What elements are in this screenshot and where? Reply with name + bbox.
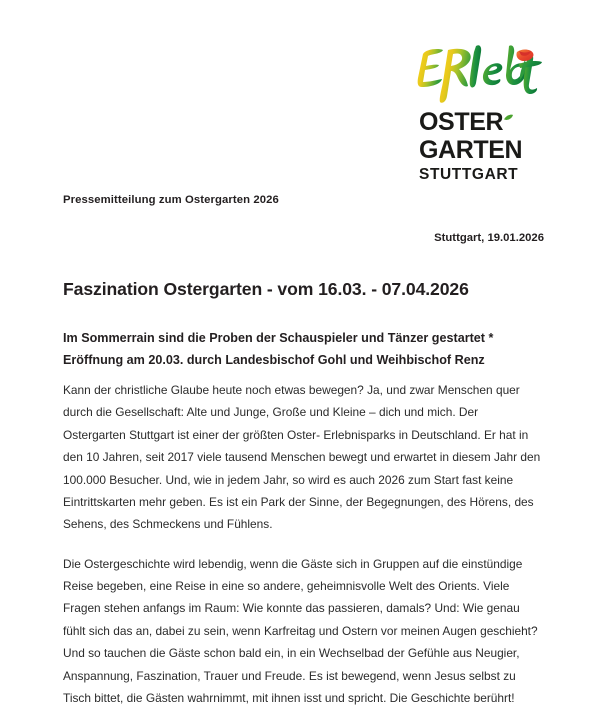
leaf-hyphen-icon bbox=[504, 103, 513, 112]
ostergarten-logo bbox=[413, 40, 543, 183]
ostergarten-wordmark bbox=[419, 110, 543, 183]
erlebt-script-logo bbox=[413, 40, 543, 106]
wordmark-garten: GARTEN bbox=[419, 136, 523, 164]
body-paragraph-1: Kann der christliche Glaube heute noch etwas bewegen? Ja, und zwar Menschen quer durch die Gesellschaft: Alte und Junge, Große und Kleine – dich und mich. Der Ostergarten Stuttgart ist einer der größten Oster- Erlebnisparks in Deutschland. Er hat in den 10 Jahren, seit 2017 viele tausend Menschen bewegt und erwartet in diesem Jahr den 100.000 Besucher. Und, wie in jedem Jahr, so wird es auch 2026 zum Start fast keine Eintrittskarten mehr geben. Es ist ein Park der Sinne, der Begegnungen, des Hörens, des Sehens, des Schmeckens und Fühlens. bbox=[63, 383, 541, 532]
dateline: Stuttgart, 19.01.2026 bbox=[434, 232, 544, 244]
body-paragraph-2: Die Ostergeschichte wird lebendig, wenn die Gäste sich in Gruppen auf die einstündige Reise begeben, eine Reise in eine so andere, geheimnisvolle Welt des Orients. Viele Fragen stehen anfangs im Raum: Wie konnte das passieren, damals? Und: Wie genau fühlt sich das an, dabei zu sein, wenn Karfreitag und Ostern vor meinen Augen geschieht? Und so tauchen die Gäste schon bald ein, in ein Wechselbad der Gefühle aus Neugier, Anspannung, Faszination, Trauer und Freude. Es ist bewegend, wenn Jesus selbst zu Tisch bittet, die Gästen wahrnimmt, mit ihnen isst und spricht. Die Geschichte berührt! bbox=[63, 556, 538, 705]
page-title: Faszination Ostergarten - vom 16.03. - 07.04.2026 bbox=[63, 278, 469, 299]
erlebt-script-svg bbox=[413, 40, 543, 106]
subheadline: Im Sommerrain sind die Proben der Schauspieler und Tänzer gestartet * Eröffnung am 20.03. durch Landesbischof Gohl und Weihbischof Renz bbox=[63, 331, 494, 368]
wordmark-oster: OSTER bbox=[419, 110, 512, 135]
wordmark-stuttgart: STUTTGART bbox=[419, 166, 519, 183]
press-release-kicker: Pressemitteilung zum Ostergarten 2026 bbox=[63, 194, 279, 206]
